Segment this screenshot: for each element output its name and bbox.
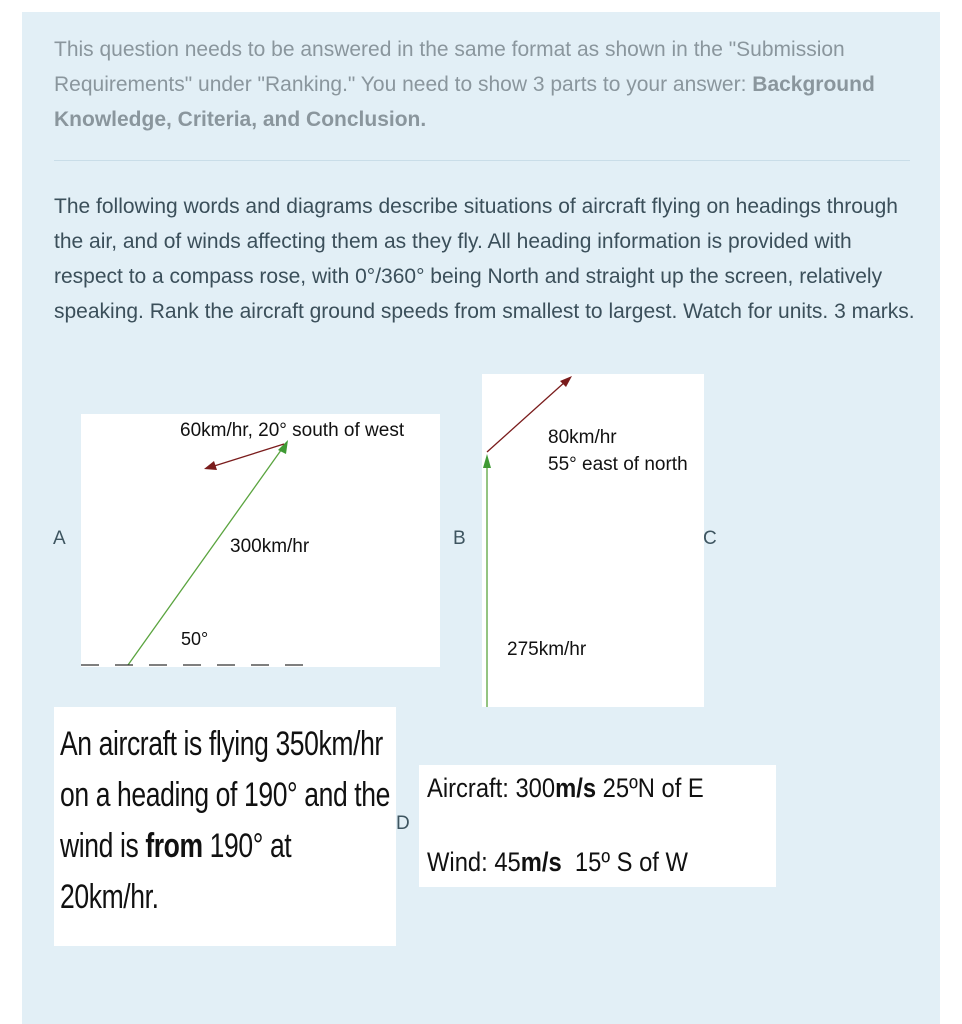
- label-d: D: [396, 813, 410, 834]
- divider: [54, 160, 910, 161]
- label-b: B: [453, 528, 466, 549]
- wind-arrowhead: [204, 461, 217, 470]
- case-c-text-bold: from: [145, 827, 203, 865]
- case-d-aircraft-unit: m/s: [555, 773, 597, 803]
- instructions-bold: Background Knowledge, Criteria, and Conclusion.: [54, 73, 875, 131]
- wind-vector: [211, 444, 284, 467]
- wind-label-a: 60km/hr, 20° south of west: [180, 420, 405, 441]
- wind-speed-label-b: 80km/hr: [548, 427, 617, 448]
- diagram-a: [81, 414, 440, 667]
- case-d-wind-unit: m/s: [520, 847, 562, 877]
- wind-direction-label-b: 55° east of north: [548, 454, 688, 475]
- question-text: The following words and diagrams describe situations of aircraft flying on headings through the air, and of winds affecting them as they fly. All heading information is provided with respect to a compass rose, with 0°/360° being North and straight up the screen, relatively speaking. Rank the aircraft ground speeds from smallest to largest. Watch for units. 3 marks.: [54, 195, 915, 323]
- label-c: C: [703, 528, 717, 549]
- aircraft-arrowhead: [483, 454, 491, 468]
- angle-label-a: 50°: [181, 629, 209, 649]
- instructions-text: This question needs to be answered in the same format as shown in the "Submission Requirements" under "Ranking." You need to show 3 parts to your answer:: [54, 38, 845, 96]
- label-a: A: [53, 528, 66, 549]
- case-c-text-part1: An aircraft is flying 350km/hr on a heading of 190° and the wind is: [60, 725, 391, 865]
- case-d-aircraft: [427, 773, 704, 804]
- case-c-text-part2: 190° at 20km/hr.: [60, 827, 292, 916]
- case-d-box: [419, 765, 776, 887]
- case-d-aircraft-value: Aircraft: 300: [427, 773, 556, 803]
- instructions: [54, 32, 894, 137]
- case-c-text: [60, 719, 395, 923]
- case-d-wind-direction: 15º S of W: [561, 847, 688, 877]
- speed-label-b: 275km/hr: [507, 639, 587, 660]
- case-c-box: [54, 707, 396, 946]
- case-d-wind-value: Wind: 45: [427, 847, 521, 877]
- diagram-b: [482, 374, 704, 707]
- case-d-wind: [427, 847, 688, 878]
- speed-label-a: 300km/hr: [230, 536, 310, 557]
- case-d-aircraft-direction: 25ºN of E: [596, 773, 704, 803]
